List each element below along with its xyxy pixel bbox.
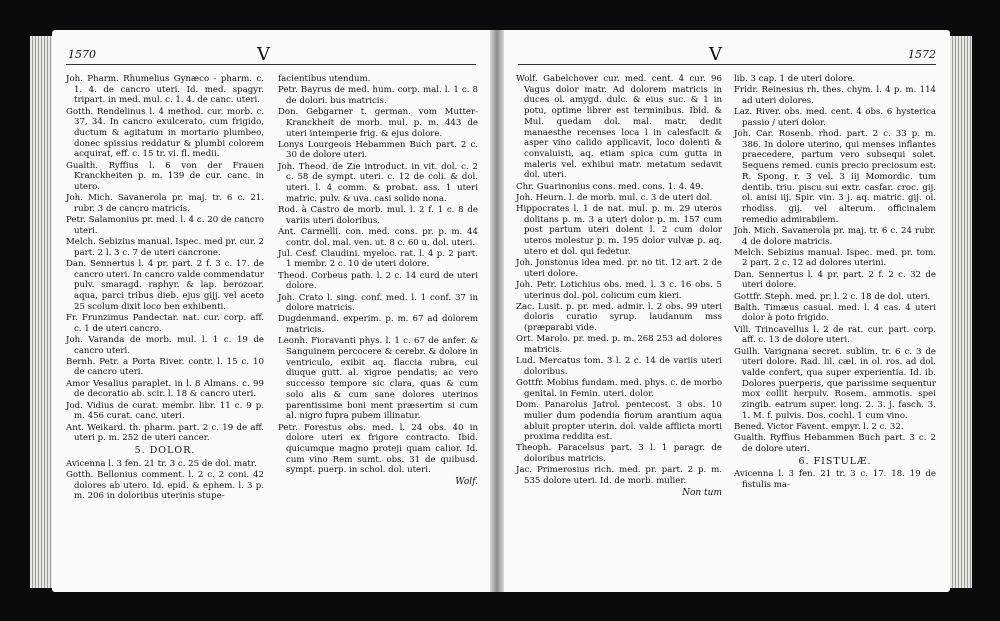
citation-entry: Rod. à Castro de morb. mul. l. 2 f. 1 c. 8 de variis uteri doloribus. [278, 204, 478, 226]
citation-entry: Jul. Cesf. Claudini. myeloc. rat. l. 4 p. 2 part. 1 membr. 2 c. 10 de uteri dolore. [278, 248, 478, 270]
running-head-letter: V [709, 44, 722, 65]
citation-entry: Avicenna l. 3 fen. 21 tr. 3 c. 25 de dol. matr. [66, 458, 257, 469]
citation-entry: Joh. Jonstonus idea med. pr. no tit. 12 art. 2 de uteri dolore. [516, 257, 722, 279]
citation-entry: facientibus utendum. [278, 74, 371, 84]
right-page-header [504, 44, 950, 64]
page-edges-right [950, 36, 972, 588]
catchword: Non tum [682, 487, 722, 498]
left-page-header [52, 44, 490, 64]
citation-entry: Melch. Sebizius manual. Ispec. med pr. cur. 2 part. 2 l. 3 c. 7 de uteri cancrone. [66, 237, 265, 258]
right-page-column-2 [734, 74, 936, 491]
citation-entry: Gotth. Rendelinus l. 4 method. cur. morb. c. 37, 34. In cancro exulcerato, cum frigido, ductum & agitatum in mortario plumbeo, donec spissius reddatur & plumbi colorem acquirat, eff. c. 15 tr. vi. fl. medii. [66, 106, 264, 160]
citation-entry: Amor Vesalius paraplet. in l. 8 Almans. c. 99 de decoratio ab. scir. l. 18 & cancro uteri. [66, 378, 264, 400]
page-number: 1572 [908, 48, 936, 61]
left-page-column-1 [66, 74, 264, 502]
citation-entry: Gottfr. Steph. med. pr. l. 2 c. 18 de dol. uteri. [734, 291, 931, 302]
citation-entry: Joh. Heurn. l. de morb. mul. c. 3 de uteri dol. [516, 192, 713, 203]
citation-entry: Don. Gebgarner t. german. vom Mutter-Kranckheit de morb. mul. p. m. 443 de uteri intemperie frig. & ejus dolore. [278, 107, 478, 139]
citation-entry: Ort. Marolo. pr. med. p. m. 268 253 ad dolores matricis. [516, 334, 722, 356]
citation-entry: Lud. Mercatus tom. 3 l. 2 c. 14 de variis uteri doloribus. [516, 356, 722, 377]
citation-entry: Hippocrates l. 1 de nat. mul. p. m. 29 uteros dolitans p. m. 3 a uteri dolor p. m. 157 cum post partum uteri dolent l. 2 cum dolor uteros molestur p. m. 195 dolor vulvæ p. aq. utero et dol. qui fedetur. [516, 203, 722, 257]
citation-entry: Gottfr. Mobius fundam. med. phys. c. de morbo genital. in Femin. uteri. dolor. [516, 378, 722, 399]
citation-entry: Petr. Forestus obs. med. l. 24 obs. 40 in dolore uteri ex frigore contracto. Ibid. quicumque magno proteji quam calior. Id. cum vino Rem sumt. obs. 31 de quibusd. sympt. puerp. in schol. dol. uteri. [278, 422, 478, 476]
citation-entry: Laz. River. obs. med. cent. 4 obs. 6 hysterica passio / uteri dolor. [734, 107, 936, 128]
citation-entry: Joh. Pharm. Rhumelius Gynæco - pharm. c. 1. 4. de cancro uteri. Id. med. spagyr. tripart. in med. mul. c. 1. 4. de canc. uteri. [66, 74, 264, 106]
citation-entry: Theoph. Paracelsus part. 3 l. 1 paragr. de doloribus matricis. [516, 443, 722, 465]
citation-entry: Fr. Frunzimus Pandectar. nat. cur. corp. aff. c. 1 de uteri cancro. [66, 312, 264, 334]
book-spine [490, 30, 504, 592]
citation-entry: Bernh. Petr. a Porta River. contr. l. 15 c. 10 de cancro uteri. [66, 356, 264, 378]
citation-entry: Avicenna l. 3 fen. 21 tr. 3 c. 17. 18. 19 de fistulis ma- [734, 469, 936, 491]
citation-entry: Joh. Theod. de Zie introduct. in vit. dol. c. 2 c. 58 de sympt. uteri. c. 12 de coli. & dol. uteri. l. 4 comm. & probat. ass. 1 uteri matric. pulv. & uva. casi solido nona. [278, 161, 478, 204]
citation-entry: Dom. Panarolus Jatrol. pentecost. 3 obs. 10 mulier dum podendia fiorum arantium aqua abluit propter uterin. dol. valde afflicta morti proxima reddita est. [516, 400, 722, 443]
citation-entry: lib. 3 cap. 1 de uteri dolore. [734, 74, 856, 84]
header-rule [518, 64, 936, 65]
citation-entry: Ant. Weikard. th. pharm. part. 2 c. 19 de aff. uteri p. m. 252 de uteri cancer. [66, 422, 264, 444]
citation-entry: Joh. Varanda de morb. mul. l. 1 c. 19 de cancro uteri. [66, 334, 264, 356]
citation-entry: Joh. Crato l. sing. conf. med. l. 1 conf. 37 in dolore matricis. [278, 292, 478, 314]
citation-entry: Gualth. Ryffius Hebammen Buch part. 3 c. 2 de dolore uteri. [734, 433, 936, 454]
citation-entry: Dugdenmand. experim. p. m. 67 ad dolorem matricis. [278, 314, 478, 336]
citation-entry: Gualth. Ryffius l. 6 von der Frauen Kranckheiten p. m. 139 de cur. canc. in utero. [66, 160, 264, 193]
page-edges-left [30, 36, 52, 588]
citation-entry: Ant. Carmelli. con. med. cons. pr. p. m. 44 contr. dol. mal. ven. ut. 8 c. 60 u. dol. uteri. [278, 226, 478, 248]
citation-entry: Zac. Lusit. p. pr. med. admir. l. 2 obs. 99 uteri doloris curatio syrup. laudanum mss (præparabi vide. [516, 301, 722, 334]
left-page [52, 30, 490, 592]
section-heading: 6. FISTULÆ. [798, 455, 872, 467]
citation-entry: Bened. Victor Favent. empyr. l. 2 c. 32. [734, 422, 904, 432]
citation-entry: Vill. Trincavellus l. 2 de rat. cur. part. corp. aff. c. 13 de dolore uteri. [734, 324, 936, 346]
citation-entry: Wolf. Gabelchover cur. med. cent. 4 cur. 96 Vagus dolor matr. Ad dolorem matricis in duces ol. amygd. dulc. & eius suc. & 1 in potu, optime librer est terminibus. Ibid. & Mul. quedam dol. mal. matr. dedit manaesthe recenses loca l in calesfacit & asper vino calido applicavit, loco dolenti & convaluisti, aq. etiam spica cum gutta in maleris vel. exhibui matr. metatum sedavit dol. uteri. [516, 74, 722, 181]
citation-entry: Dan. Sennertus l. 4 pr. part. 2 f. 2 c. 32 de uteri dolore. [734, 269, 936, 291]
left-page-column-2 [278, 74, 478, 488]
citation-entry: Dan. Sennertus l. 4 pr. part. 2 f. 3 c. 17. de cancro uteri. In cancro valde commendatur pulv. smaragd. raphyr. & lap. berozoar. aqua, parci tribus dieb. ejus gijj. vel aceto 25 scolum dixit loco ben exhibenti. [66, 258, 264, 312]
citation-entry: Chr. Guarinonius cons. med. cons. 1. 4. 49. [516, 181, 704, 192]
page-number: 1570 [68, 48, 96, 61]
citation-entry: Petr. Salamonius pr. med. l. 4 c. 20 de cancro uteri. [66, 215, 264, 236]
citation-entry: Melch. Sebizius manual. Ispec. med. pr. tom. 2 part. 2 c. 12 ad dolores uterini. [734, 247, 936, 269]
citation-entry: Jac. Primerosius rich. med. pr. part. 2 p. m. 535 dolore uteri. Id. de morb. mulier. [516, 465, 722, 487]
right-page [504, 30, 950, 592]
citation-entry: Jod. Vidius de curat. membr. libr. 11 c. 9 p. m. 456 curat. canc. uteri. [66, 400, 264, 422]
citation-entry: Lonys Lourgeois Hebammen Buch part. 2 c. 30 de dolore uteri. [278, 139, 478, 161]
citation-entry: Guilh. Varignana secret. sublim. tr. 6 c. 3 de uteri dolore. Rad. lil. cæl. in ol. ros. ad dol. valde confert, qua super experientia. Id. ib. Dolores puerperis, que parissime sequentur mox collit herpulv. Rosem. ammotis. spei zingib. eatrum super. long. 2. 3. j. fasch. 3. 1. M. f. pulvis. Dos. cochl. 1 cum vino. [734, 346, 936, 421]
catchword: Wolf. [455, 477, 478, 488]
citation-entry: Theod. Corbeus path. l. 2 c. 14 curd de uteri dolore. [278, 270, 478, 292]
citation-entry: Petr. Bayrus de med. hum. corp. mal. l. 1 c. 8 de dolori. bus matricis. [278, 85, 478, 106]
right-page-column-1 [516, 74, 722, 498]
citation-entry: Joh. Mich. Savanerola pr. maj. tr. 6 c. 24 rubr. 4 de dolore matricis. [734, 225, 936, 247]
citation-entry: Leonh. Fioravanti phys. l. 1 c. 67 de anfer. & Sanguinem percocere & cerebr. & dolore in ventriculo, exibit aq. flaccia rubra, cui diuque gutt. al. xigroe pendatis; ac vero successo tempore sic clara, quas & cum solo alis & cum sane dolores uterinos parentissime boni ment præsertim si cum al. nigro fupra pubem illinatur. [278, 336, 478, 422]
header-rule [66, 64, 476, 65]
citation-entry: Joh. Petr. Lotichius obs. med. l. 3 c. 16 obs. 5 uterinus dol. pol. colicum cum kieri. [516, 279, 722, 301]
running-head-letter: V [257, 44, 270, 65]
citation-entry: Joh. Mich. Savanerola pr. maj. tr. 6 c. 21. rubr. 3 de cancro matricis. [66, 193, 264, 214]
citation-entry: Joh. Car. Rosenb. rhod. part. 2 c. 33 p. m. 386. In dolore uterino, qui menses inflantes praecedere, partum vero subsequi solet. Sequens remed. cunis precio preciosum est: R. Spong. r. 3 vel. 3 iij Momordic. tum dentib. triu. piscu sui extr. casfar. croc. gij. ol. anisi iij. Spir. vin. 3 j. aq. matric. gij. ol. rhodiss. gij. vel alterum. officinalem remedio admirabilem. [734, 129, 936, 225]
citation-entry: Balth. Timæus casual. med. l. 4 cas. 4 uteri dolor à poto frigido. [734, 302, 936, 324]
section-heading: 5. DOLOR. [134, 444, 196, 456]
citation-entry: Fridr. Reinesius rh. thes. chym. l. 4 p. m. 114 ad uteri dolores. [734, 85, 936, 106]
citation-entry: Gotth. Bellonius comment. l. 2 c. 2 coni. 42 dolores ab utero. Id. epid. & ephem. l. 3 p. m. 206 in doloribus uterinis stupe- [66, 469, 264, 502]
